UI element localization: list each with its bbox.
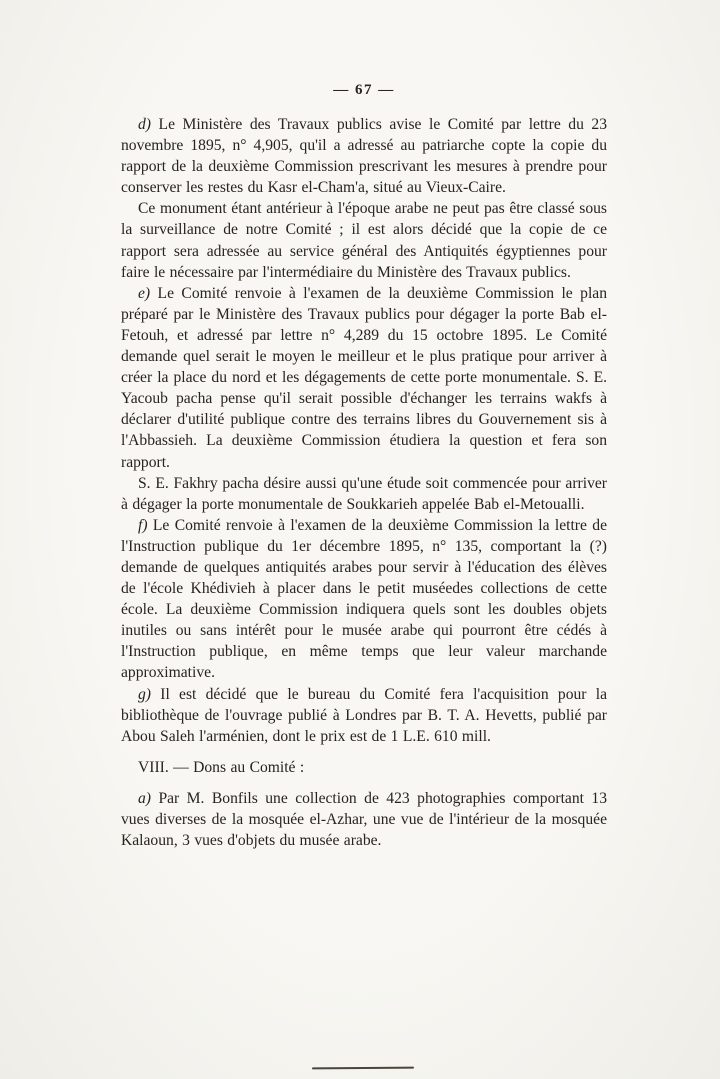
paragraph [121, 198, 607, 282]
scan-artifact-line [312, 1067, 414, 1070]
paragraph-text: Ce monument étant antérieur à l'époque arabe ne peut pas être classé sous la surveillance de notre Comité ; il est alors décidé que la copie de ce rapport sera adressée au service général des Antiquités égyptiennes pour faire le nécessaire par l'intermédiaire du Ministère des Travaux publics. [121, 200, 607, 281]
paragraph-lead: g) [138, 685, 161, 703]
page-number: — 67 — [333, 82, 395, 98]
paragraph-text: Le Comité renvoie à l'examen de la deuxième Commission la lettre de l'Instruction publique du 1er décembre 1895, n° 135, comportant la (?) demande de quelques antiquités arabes pour servir à l'éducation des élèves de l'école Khédivieh à placer dans le petit muséedes collections de cette école. La deuxième Commission indiquera quels sont les doubles objets inutiles ou sans intérêt pour le musée arabe qui pourront être cédés à l'Instruction publique, en même temps que leur valeur marchande approximative. [121, 516, 607, 682]
paragraph-text: Il est décidé que le bureau du Comité fera l'acquisition pour la bibliothèque de l'ouvrage publié à Londres par B. T. A. Hevetts, publié par Abou Saleh l'arménien, dont le prix est de 1 L.E. 610 mill. [121, 685, 608, 745]
paragraph-lead: e) [138, 284, 158, 302]
paragraph [121, 473, 607, 515]
paragraph-text: Le Comité renvoie à l'examen de la deuxième Commission le plan préparé par le Ministère des Travaux publics pour dégager la porte Bab el-Fetouh, et adressé par lettre n° 4,289 du 15 octobre 1895. Le Comité demande quel serait le moyen le meilleur et le plus pratique pour arriver à créer la place du nord et les dégagements de cette porte monumentale. S. E. Yacoub pacha pense qu'il serait possible d'échanger les terrains wakfs à déclarer d'utilité publique contre des terrains libres du Gouvernement sis à l'Abbassieh. La deuxième Commission étudiera la question et fera son rapport. [121, 284, 607, 471]
paragraph [121, 283, 607, 473]
paragraph-lead: d) [138, 116, 159, 133]
paragraph [121, 515, 607, 684]
paragraph-lead: f) [138, 516, 153, 534]
paragraph [121, 788, 607, 851]
paragraph-text: Par M. Bonfils une collection de 423 photographies comportant 13 vues diverses de la mosquée el-Azhar, une vue de l'intérieur de la mosquée Kalaoun, 3 vues d'objets du musée arabe. [121, 789, 607, 850]
section-heading [121, 757, 607, 778]
paragraph [121, 684, 607, 747]
paragraph-text: S. E. Fakhry pacha désire aussi qu'une étude soit commencée pour arriver à dégager la porte monumentale de Soukkarieh appelée Bab el-Metoualli. [121, 474, 607, 513]
text-block [121, 82, 607, 851]
paragraph [121, 114, 607, 198]
paragraph-text: VIII. — Dons au Comité : [138, 758, 305, 776]
paragraph-text: Le Ministère des Travaux publics avise le Comité par lettre du 23 novembre 1895, n° 4,905, qu'il a adressé au patriarche copte la copie du rapport de la deuxième Commission prescrivant les mesures à prendre pour conserver les restes du Kasr el-Cham'a, situé au Vieux-Caire. [121, 116, 608, 197]
paragraph-lead: a) [138, 789, 159, 807]
